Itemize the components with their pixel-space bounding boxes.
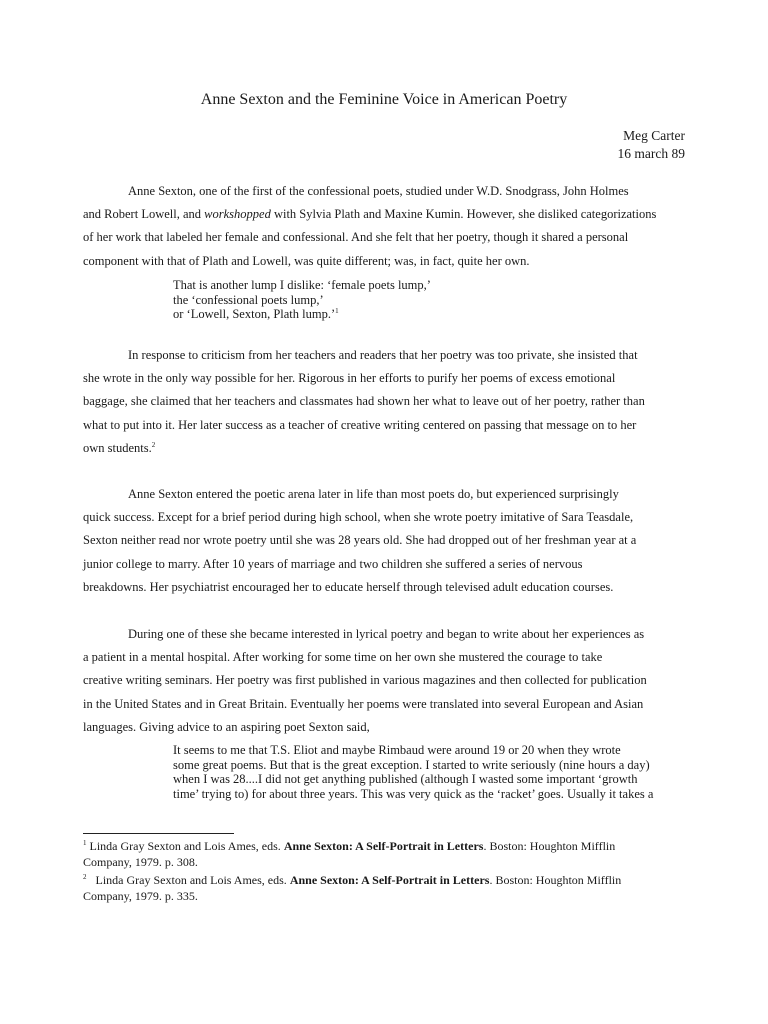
footnote-line: Company, 1979. p. 308. <box>83 854 198 869</box>
paragraph-3 <box>83 483 683 599</box>
paragraph-line <box>83 437 683 460</box>
footnote-2 <box>83 873 683 904</box>
quote-line <box>173 307 431 322</box>
author-name: Meg Carter <box>623 128 685 143</box>
paragraph-line: Anne Sexton, one of the first of the confessional poets, studied under W.D. Snodgrass, John Holmes <box>128 184 629 198</box>
block-quote-1 <box>173 278 431 322</box>
emphasis-text: workshopped <box>204 207 271 222</box>
quote-line: some great poems. But that is the great exception. I started to write seriously (nine hours a day) <box>173 757 650 772</box>
paragraph-2 <box>83 344 683 460</box>
book-title: Anne Sexton: A Self-Portrait in Letters <box>289 873 490 887</box>
paragraph-4 <box>83 623 683 739</box>
paragraph-line: Sexton neither read nor wrote poetry until she was 28 years old. She had dropped out of her freshman year at a <box>83 533 637 548</box>
footnote-marker: 1 <box>335 307 339 316</box>
quote-line: That is another lump I dislike: ‘female poets lump,’ <box>173 278 431 292</box>
paragraph-line: a patient in a mental hospital. After working for some time on her own she mustered the courage to take <box>83 650 603 665</box>
paragraph-line: she wrote in the only way possible for her. Rigorous in her efforts to purify her poems of excess emotional <box>83 371 616 386</box>
paragraph-line: component with that of Plath and Lowell, was quite different; was, in fact, quite her own. <box>83 253 530 268</box>
text-run: . Boston: Houghton Mifflin <box>483 839 616 853</box>
text-run: Linda Gray Sexton and Lois Ames, eds. <box>86 873 290 887</box>
book-title: Anne Sexton: A Self-Portrait in Letters <box>283 839 484 853</box>
text-run: own students. <box>83 440 152 455</box>
paragraph-line: During one of these she became interested in lyrical poetry and began to write about her experiences as <box>128 627 645 641</box>
paragraph-line: Anne Sexton entered the poetic arena later in life than most poets do, but experienced surprisingly <box>128 487 619 501</box>
paragraph-line: junior college to marry. After 10 years of marriage and two children she suffered a series of nervous <box>83 556 583 571</box>
paragraph-line: In response to criticism from her teachers and readers that her poetry was too private, she insisted that <box>128 348 638 362</box>
document-title: Anne Sexton and the Feminine Voice in American Poetry <box>200 91 568 108</box>
footnote-marker: 2 <box>151 440 156 449</box>
text-run: or ‘Lowell, Sexton, Plath lump.’ <box>173 307 336 322</box>
block-quote-2 <box>173 743 653 801</box>
paragraph-line: languages. Giving advice to an aspiring poet Sexton said, <box>83 719 370 734</box>
quote-line: when I was 28....I did not get anything published (although I wasted some important ‘growth <box>173 772 638 787</box>
text-run: with Sylvia Plath and Maxine Kumin. However, she disliked categorizations <box>270 207 657 222</box>
text-run: and Robert Lowell, and <box>83 207 205 222</box>
paragraph-line: what to put into it. Her later success as a teacher of creative writing centered on passing that message on to her <box>83 417 637 432</box>
paragraph-line: breakdowns. Her psychiatrist encouraged her to educate herself through televised adult education courses. <box>83 579 614 594</box>
paragraph-line <box>83 203 683 226</box>
footnote-line: Company, 1979. p. 335. <box>83 888 198 903</box>
paragraph-1 <box>83 180 683 273</box>
footnote-line <box>83 839 683 855</box>
quote-line: It seems to me that T.S. Eliot and maybe Rimbaud were around 19 or 20 when they wrote <box>173 743 621 757</box>
footnote-number: 2 <box>83 873 87 881</box>
byline <box>618 127 685 163</box>
paragraph-line: creative writing seminars. Her poetry was first published in various magazines and then collected for publication <box>83 673 647 688</box>
footnote-separator <box>83 833 234 834</box>
paragraph-line: in the United States and in Great Britain. Eventually her poems were translated into several European and Asian <box>83 696 644 711</box>
footnote-number: 1 <box>83 839 87 847</box>
text-run: . Boston: Houghton Mifflin <box>489 873 622 887</box>
paragraph-line: baggage, she claimed that her teachers and classmates had shown her what to leave out of her poetry, rather than <box>83 394 645 409</box>
footnote-line <box>83 873 683 889</box>
paragraph-line: of her work that labeled her female and confessional. And she felt that her poetry, though it shared a personal <box>83 230 629 245</box>
quote-line: time’ trying to) for about three years. This was very quick as the ‘racket’ goes. Usually it takes a <box>173 786 654 801</box>
quote-line: the ‘confessional poets lump,’ <box>173 292 324 307</box>
paragraph-line: quick success. Except for a brief period during high school, when she wrote poetry imitative of Sara Teasdale, <box>83 510 634 525</box>
text-run: Linda Gray Sexton and Lois Ames, eds. <box>86 839 284 853</box>
document-date: 16 march 89 <box>617 146 685 161</box>
footnote-1 <box>83 839 683 870</box>
